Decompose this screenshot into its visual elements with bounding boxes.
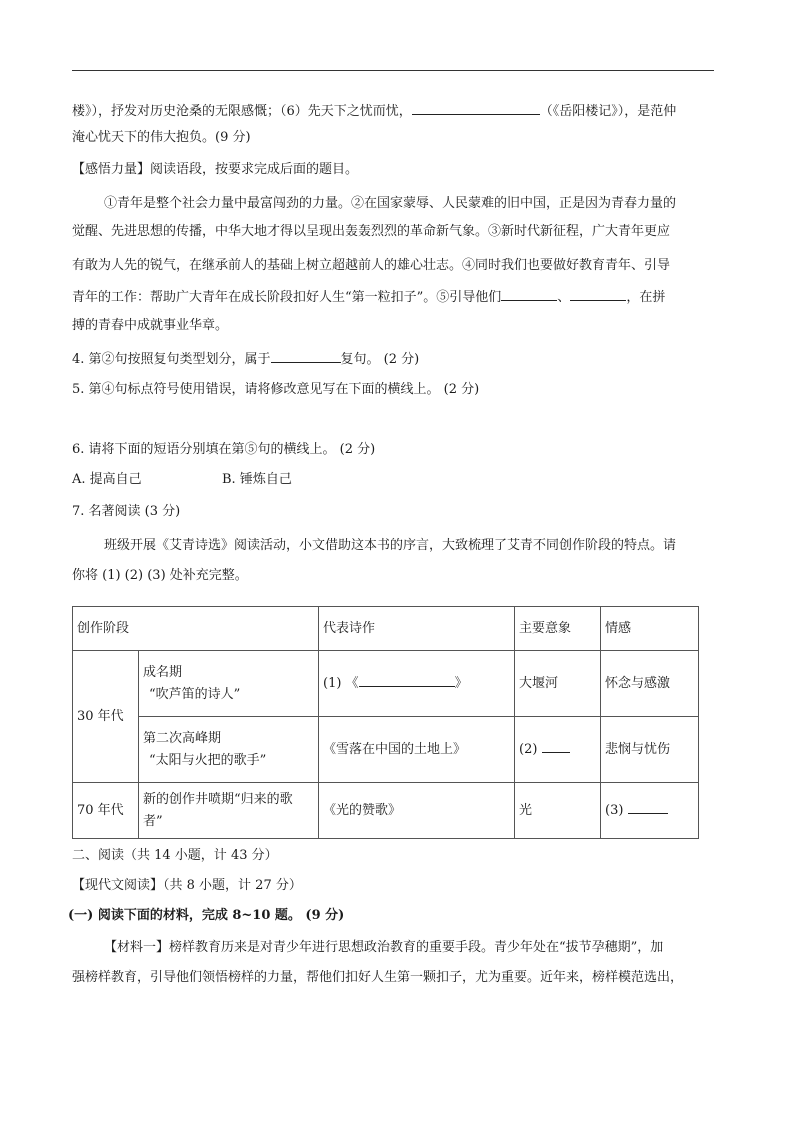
header-cell: 代表诗作 bbox=[319, 607, 515, 651]
subsection-heading: (一) 阅读下面的材料，完成 8~10 题。 (9 分) bbox=[68, 908, 345, 923]
question-4: 4. 第②句按照复句类型划分，属于 复句。 (2 分) bbox=[72, 348, 419, 370]
stage-cell: 成名期 “吹芦笛的诗人” bbox=[139, 651, 319, 717]
section-heading-ganwu: 【感悟力量】阅读语段，按要求完成后面的题目。 bbox=[72, 162, 359, 177]
question-7-text: 班级开展《艾青诗选》阅读活动，小文借助这本书的序言，大致梳理了艾青不同创作阶段的特点。请 bbox=[104, 538, 677, 553]
answer-blank[interactable] bbox=[628, 799, 668, 814]
question-6: 6. 请将下面的短语分别填在第⑤句的横线上。 (2 分) bbox=[72, 442, 376, 457]
answer-blank[interactable] bbox=[570, 286, 626, 301]
era-cell: 70 年代 bbox=[73, 783, 139, 839]
poem-question-line: 楼》），抒发对历史沧桑的无限感慨；（6）先天下之忧而忧， （《岳阳楼记》），是范仲 bbox=[72, 100, 676, 122]
image-cell: (2) bbox=[515, 717, 601, 783]
answer-blank[interactable] bbox=[501, 286, 557, 301]
image-cell: 光 bbox=[515, 783, 601, 839]
material-line: 【材料一】榜样教育历来是对青少年进行思想政治教育的重要手段。青少年处在“拔节孕穗期”，加 bbox=[104, 940, 664, 955]
section-heading-reading: 二、阅读（共 14 小题，计 43 分） bbox=[72, 848, 278, 863]
image-cell: 大堰河 bbox=[515, 651, 601, 717]
stage-cell: 新的创作井喷期“归来的歌 者” bbox=[139, 783, 319, 839]
emotion-cell: 怀念与感激 bbox=[601, 651, 699, 717]
question-7: 7. 名著阅读 (3 分) bbox=[72, 504, 181, 519]
answer-blank[interactable] bbox=[412, 100, 540, 115]
answer-blank[interactable] bbox=[542, 738, 570, 753]
material-line: 强榜样教育，引导他们领悟榜样的力量，帮他们扣好人生第一颗扣子，尤为重要。近年来，榜样模范选出， bbox=[72, 970, 684, 985]
question-7-text: 你将 (1) (2) (3) 处补充完整。 bbox=[72, 568, 248, 583]
table-row bbox=[73, 783, 699, 839]
section-heading-modern: 【现代文阅读】（共 8 小题，计 27 分） bbox=[72, 878, 302, 893]
option-b: B. 锤炼自己 bbox=[222, 472, 292, 487]
emotion-cell: (3) bbox=[601, 783, 699, 839]
table-header-row bbox=[73, 607, 699, 651]
work-cell: 《光的赞歌》 bbox=[319, 783, 515, 839]
poetry-stage-table bbox=[72, 606, 699, 839]
table-row bbox=[73, 717, 699, 783]
header-cell: 情感 bbox=[601, 607, 699, 651]
era-cell: 30 年代 bbox=[73, 651, 139, 783]
emotion-cell: 悲悯与忧伤 bbox=[601, 717, 699, 783]
passage-line: ①青年是整个社会力量中最富闯劲的力量。②在国家蒙辱、人民蒙难的旧中国，正是因为青春力量的 bbox=[104, 196, 677, 211]
header-cell: 主要意象 bbox=[515, 607, 601, 651]
table-row bbox=[73, 651, 699, 717]
question-5: 5. 第④句标点符号使用错误，请将修改意见写在下面的横线上。 (2 分) bbox=[72, 382, 480, 397]
passage-line: 有敢为人先的锐气，在继承前人的基础上树立超越前人的雄心壮志。④同时我们也要做好教育青年、引导 bbox=[72, 258, 671, 273]
passage-line: 青年的工作：帮助广大青年在成长阶段扣好人生“第一粒扣子”。⑤引导他们 、 ，在拼 bbox=[72, 286, 665, 308]
work-cell: (1) 《 》 bbox=[319, 651, 515, 717]
answer-blank[interactable] bbox=[359, 672, 455, 687]
header-cell: 创作阶段 bbox=[73, 607, 319, 651]
answer-blank[interactable] bbox=[271, 348, 341, 363]
passage-line: 搏的青春中成就事业华章。 bbox=[72, 318, 229, 333]
stage-cell: 第二次高峰期 “太阳与火把的歌手” bbox=[139, 717, 319, 783]
header-rule bbox=[72, 70, 714, 71]
work-cell: 《雪落在中国的土地上》 bbox=[319, 717, 515, 783]
option-a: A. 提高自己 bbox=[72, 472, 142, 487]
poem-question-line2: 淹心忧天下的伟大抱负。(9 分) bbox=[72, 130, 251, 145]
passage-line: 觉醒、先进思想的传播，中华大地才得以呈现出轰轰烈烈的革命新气象。③新时代新征程，广大青年更应 bbox=[72, 224, 671, 239]
